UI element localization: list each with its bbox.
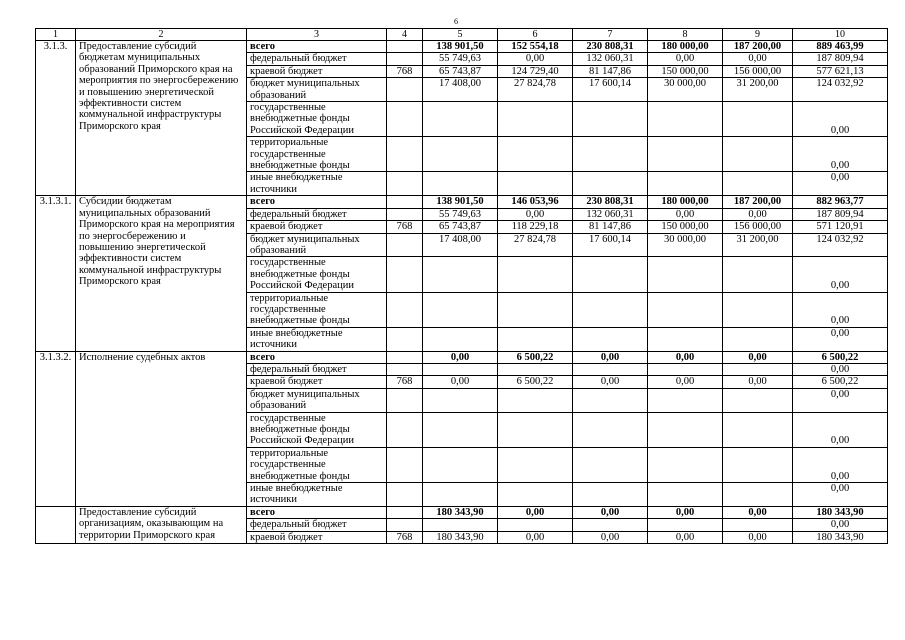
- amount-cell: 30 000,00: [648, 233, 723, 257]
- amount-cell: [498, 519, 573, 531]
- amount-cell: [498, 412, 573, 447]
- budget-code: 768: [387, 376, 423, 388]
- amount-cell: 6 500,22: [498, 351, 573, 363]
- amount-cell: 17 600,14: [573, 78, 648, 102]
- page-number: 6: [454, 17, 458, 26]
- amount-cell: [723, 292, 793, 327]
- funding-source: государственные внебюджетные фонды Российской Федерации: [247, 412, 387, 447]
- amount-cell: [498, 327, 573, 351]
- amount-cell: [498, 257, 573, 292]
- amount-cell: 0,00: [648, 531, 723, 543]
- amount-cell: 0,00: [723, 208, 793, 220]
- amount-cell: [498, 137, 573, 172]
- budget-code: [387, 233, 423, 257]
- item-number: [36, 506, 76, 543]
- funding-source: всего: [247, 506, 387, 518]
- budget-code: [387, 363, 423, 375]
- amount-cell: [723, 388, 793, 412]
- amount-cell: [498, 363, 573, 375]
- amount-cell: 124 729,40: [498, 65, 573, 77]
- amount-cell: 0,00: [498, 53, 573, 65]
- amount-cell: 571 120,91: [793, 221, 888, 233]
- amount-cell: [573, 257, 648, 292]
- amount-cell: [723, 327, 793, 351]
- amount-cell: [423, 292, 498, 327]
- funding-source: федеральный бюджет: [247, 208, 387, 220]
- budget-code: [387, 257, 423, 292]
- amount-cell: 138 901,50: [423, 196, 498, 208]
- amount-cell: 138 901,50: [423, 41, 498, 53]
- funding-source: краевой бюджет: [247, 376, 387, 388]
- budget-code: [387, 78, 423, 102]
- amount-cell: 17 408,00: [423, 233, 498, 257]
- budget-code: [387, 196, 423, 208]
- amount-cell: 124 032,92: [793, 78, 888, 102]
- amount-cell: [723, 483, 793, 507]
- funding-source: иные внебюджетные источники: [247, 172, 387, 196]
- amount-cell: [573, 102, 648, 137]
- amount-cell: [648, 412, 723, 447]
- amount-cell: 152 554,18: [498, 41, 573, 53]
- budget-code: [387, 172, 423, 196]
- amount-cell: 180 343,90: [423, 531, 498, 543]
- funding-source: территориальные государственные внебюджетные фонды: [247, 447, 387, 482]
- amount-cell: 0,00: [498, 531, 573, 543]
- amount-cell: 180 343,90: [793, 506, 888, 518]
- funding-source: иные внебюджетные источники: [247, 483, 387, 507]
- amount-cell: [423, 483, 498, 507]
- amount-cell: 187 809,94: [793, 53, 888, 65]
- amount-cell: 31 200,00: [723, 78, 793, 102]
- amount-cell: 81 147,86: [573, 65, 648, 77]
- amount-cell: [498, 388, 573, 412]
- amount-cell: [423, 102, 498, 137]
- amount-cell: 0,00: [793, 137, 888, 172]
- amount-cell: [573, 519, 648, 531]
- amount-cell: [648, 483, 723, 507]
- amount-cell: [423, 137, 498, 172]
- amount-cell: [723, 363, 793, 375]
- amount-cell: 0,00: [793, 447, 888, 482]
- budget-code: [387, 292, 423, 327]
- amount-cell: [648, 257, 723, 292]
- item-number: 3.1.3.2.: [36, 351, 76, 506]
- amount-cell: 132 060,31: [573, 53, 648, 65]
- table-row: [36, 196, 888, 208]
- funding-source: всего: [247, 196, 387, 208]
- amount-cell: 156 000,00: [723, 221, 793, 233]
- amount-cell: 17 408,00: [423, 78, 498, 102]
- amount-cell: 0,00: [793, 292, 888, 327]
- funding-source: всего: [247, 41, 387, 53]
- header-cell: 8: [648, 29, 723, 41]
- funding-source: иные внебюджетные источники: [247, 327, 387, 351]
- amount-cell: [648, 447, 723, 482]
- amount-cell: 0,00: [723, 351, 793, 363]
- header-cell: 2: [76, 29, 247, 41]
- header-cell: 1: [36, 29, 76, 41]
- funding-source: государственные внебюджетные фонды Российской Федерации: [247, 102, 387, 137]
- amount-cell: 187 200,00: [723, 196, 793, 208]
- budget-code: [387, 327, 423, 351]
- header-cell: 4: [387, 29, 423, 41]
- amount-cell: 156 000,00: [723, 65, 793, 77]
- amount-cell: [648, 172, 723, 196]
- header-cell: 7: [573, 29, 648, 41]
- amount-cell: 31 200,00: [723, 233, 793, 257]
- amount-cell: [573, 363, 648, 375]
- amount-cell: 27 824,78: [498, 233, 573, 257]
- funding-source: всего: [247, 351, 387, 363]
- funding-source: территориальные государственные внебюджетные фонды: [247, 137, 387, 172]
- amount-cell: [648, 102, 723, 137]
- funding-source: федеральный бюджет: [247, 519, 387, 531]
- amount-cell: 0,00: [793, 483, 888, 507]
- amount-cell: 0,00: [648, 208, 723, 220]
- budget-code: [387, 137, 423, 172]
- amount-cell: 187 200,00: [723, 41, 793, 53]
- item-name: Исполнение судебных актов: [76, 351, 247, 506]
- amount-cell: 0,00: [793, 412, 888, 447]
- amount-cell: [498, 172, 573, 196]
- amount-cell: [573, 447, 648, 482]
- amount-cell: 0,00: [498, 208, 573, 220]
- table-row: [36, 41, 888, 53]
- amount-cell: [498, 447, 573, 482]
- amount-cell: 0,00: [793, 172, 888, 196]
- amount-cell: 230 808,31: [573, 41, 648, 53]
- amount-cell: 0,00: [423, 376, 498, 388]
- amount-cell: [573, 412, 648, 447]
- amount-cell: 180 000,00: [648, 196, 723, 208]
- amount-cell: [573, 327, 648, 351]
- amount-cell: [648, 292, 723, 327]
- amount-cell: [423, 519, 498, 531]
- amount-cell: 882 963,77: [793, 196, 888, 208]
- amount-cell: 27 824,78: [498, 78, 573, 102]
- amount-cell: 6 500,22: [793, 351, 888, 363]
- amount-cell: 577 621,13: [793, 65, 888, 77]
- amount-cell: 0,00: [423, 351, 498, 363]
- amount-cell: 0,00: [648, 506, 723, 518]
- header-cell: 10: [793, 29, 888, 41]
- budget-code: [387, 519, 423, 531]
- table-row: [36, 351, 888, 363]
- amount-cell: [723, 447, 793, 482]
- amount-cell: 132 060,31: [573, 208, 648, 220]
- amount-cell: 0,00: [573, 531, 648, 543]
- amount-cell: 65 743,87: [423, 221, 498, 233]
- header-cell: 9: [723, 29, 793, 41]
- amount-cell: [648, 519, 723, 531]
- budget-code: [387, 102, 423, 137]
- amount-cell: 81 147,86: [573, 221, 648, 233]
- amount-cell: [573, 292, 648, 327]
- amount-cell: 0,00: [573, 351, 648, 363]
- table-row: [36, 506, 888, 518]
- amount-cell: [423, 412, 498, 447]
- funding-source: краевой бюджет: [247, 531, 387, 543]
- amount-cell: 146 053,96: [498, 196, 573, 208]
- amount-cell: [648, 137, 723, 172]
- amount-cell: [423, 447, 498, 482]
- amount-cell: 30 000,00: [648, 78, 723, 102]
- amount-cell: 0,00: [793, 519, 888, 531]
- amount-cell: [723, 412, 793, 447]
- funding-source: бюджет муниципальных образований: [247, 78, 387, 102]
- amount-cell: [423, 363, 498, 375]
- item-name: Предоставление субсидий организациям, оказывающим на территории Приморского края: [76, 506, 247, 543]
- amount-cell: [498, 292, 573, 327]
- amount-cell: 0,00: [573, 376, 648, 388]
- amount-cell: [423, 172, 498, 196]
- budget-code: [387, 506, 423, 518]
- header-cell: 3: [247, 29, 387, 41]
- amount-cell: 889 463,99: [793, 41, 888, 53]
- amount-cell: [648, 388, 723, 412]
- amount-cell: 55 749,63: [423, 208, 498, 220]
- amount-cell: 0,00: [723, 53, 793, 65]
- amount-cell: 180 000,00: [648, 41, 723, 53]
- funding-source: бюджет муниципальных образований: [247, 388, 387, 412]
- funding-source: федеральный бюджет: [247, 363, 387, 375]
- amount-cell: [648, 327, 723, 351]
- amount-cell: [648, 363, 723, 375]
- item-number: 3.1.3.1.: [36, 196, 76, 351]
- amount-cell: [423, 388, 498, 412]
- amount-cell: 6 500,22: [793, 376, 888, 388]
- budget-code: [387, 412, 423, 447]
- amount-cell: 0,00: [498, 506, 573, 518]
- amount-cell: 150 000,00: [648, 221, 723, 233]
- amount-cell: 118 229,18: [498, 221, 573, 233]
- amount-cell: 0,00: [648, 376, 723, 388]
- amount-cell: [498, 483, 573, 507]
- amount-cell: 0,00: [793, 327, 888, 351]
- budget-code: 768: [387, 65, 423, 77]
- amount-cell: 17 600,14: [573, 233, 648, 257]
- amount-cell: [498, 102, 573, 137]
- amount-cell: 0,00: [648, 53, 723, 65]
- amount-cell: 0,00: [648, 351, 723, 363]
- header-cell: 5: [423, 29, 498, 41]
- budget-code: [387, 41, 423, 53]
- amount-cell: 65 743,87: [423, 65, 498, 77]
- amount-cell: [723, 102, 793, 137]
- budget-code: [387, 351, 423, 363]
- funding-source: территориальные государственные внебюджетные фонды: [247, 292, 387, 327]
- budget-code: [387, 483, 423, 507]
- amount-cell: 0,00: [723, 531, 793, 543]
- amount-cell: [423, 327, 498, 351]
- budget-code: [387, 208, 423, 220]
- amount-cell: [573, 388, 648, 412]
- item-name: Субсидии бюджетам муниципальных образований Приморского края на мероприятия по энергосбережению и повышению энергетической эффективности систем коммунальной инфраструктуры Приморского края: [76, 196, 247, 351]
- amount-cell: 124 032,92: [793, 233, 888, 257]
- funding-source: краевой бюджет: [247, 221, 387, 233]
- amount-cell: 0,00: [793, 257, 888, 292]
- amount-cell: 180 343,90: [423, 506, 498, 518]
- amount-cell: 180 343,90: [793, 531, 888, 543]
- funding-source: федеральный бюджет: [247, 53, 387, 65]
- item-number: 3.1.3.: [36, 41, 76, 196]
- budget-table: [35, 28, 888, 544]
- amount-cell: 0,00: [793, 363, 888, 375]
- amount-cell: 0,00: [793, 388, 888, 412]
- budget-code: [387, 388, 423, 412]
- budget-code: [387, 53, 423, 65]
- amount-cell: 150 000,00: [648, 65, 723, 77]
- budget-code: 768: [387, 531, 423, 543]
- funding-source: бюджет муниципальных образований: [247, 233, 387, 257]
- amount-cell: [723, 172, 793, 196]
- budget-code: 768: [387, 221, 423, 233]
- amount-cell: 0,00: [723, 506, 793, 518]
- header-cell: 6: [498, 29, 573, 41]
- amount-cell: 230 808,31: [573, 196, 648, 208]
- funding-source: краевой бюджет: [247, 65, 387, 77]
- amount-cell: [723, 257, 793, 292]
- amount-cell: 6 500,22: [498, 376, 573, 388]
- amount-cell: 0,00: [723, 376, 793, 388]
- amount-cell: 55 749,63: [423, 53, 498, 65]
- amount-cell: [573, 483, 648, 507]
- amount-cell: [723, 519, 793, 531]
- amount-cell: 0,00: [573, 506, 648, 518]
- amount-cell: [573, 172, 648, 196]
- amount-cell: [573, 137, 648, 172]
- item-name: Предоставление субсидий бюджетам муниципальных образований Приморского края на мероприятия по энергосбережению и повышению энергетической эффективности систем коммунальной инфраструктуры Приморского края: [76, 41, 247, 196]
- amount-cell: 0,00: [793, 102, 888, 137]
- funding-source: государственные внебюджетные фонды Российской Федерации: [247, 257, 387, 292]
- amount-cell: [423, 257, 498, 292]
- budget-code: [387, 447, 423, 482]
- amount-cell: [723, 137, 793, 172]
- column-number-header: [36, 29, 888, 41]
- amount-cell: 187 809,94: [793, 208, 888, 220]
